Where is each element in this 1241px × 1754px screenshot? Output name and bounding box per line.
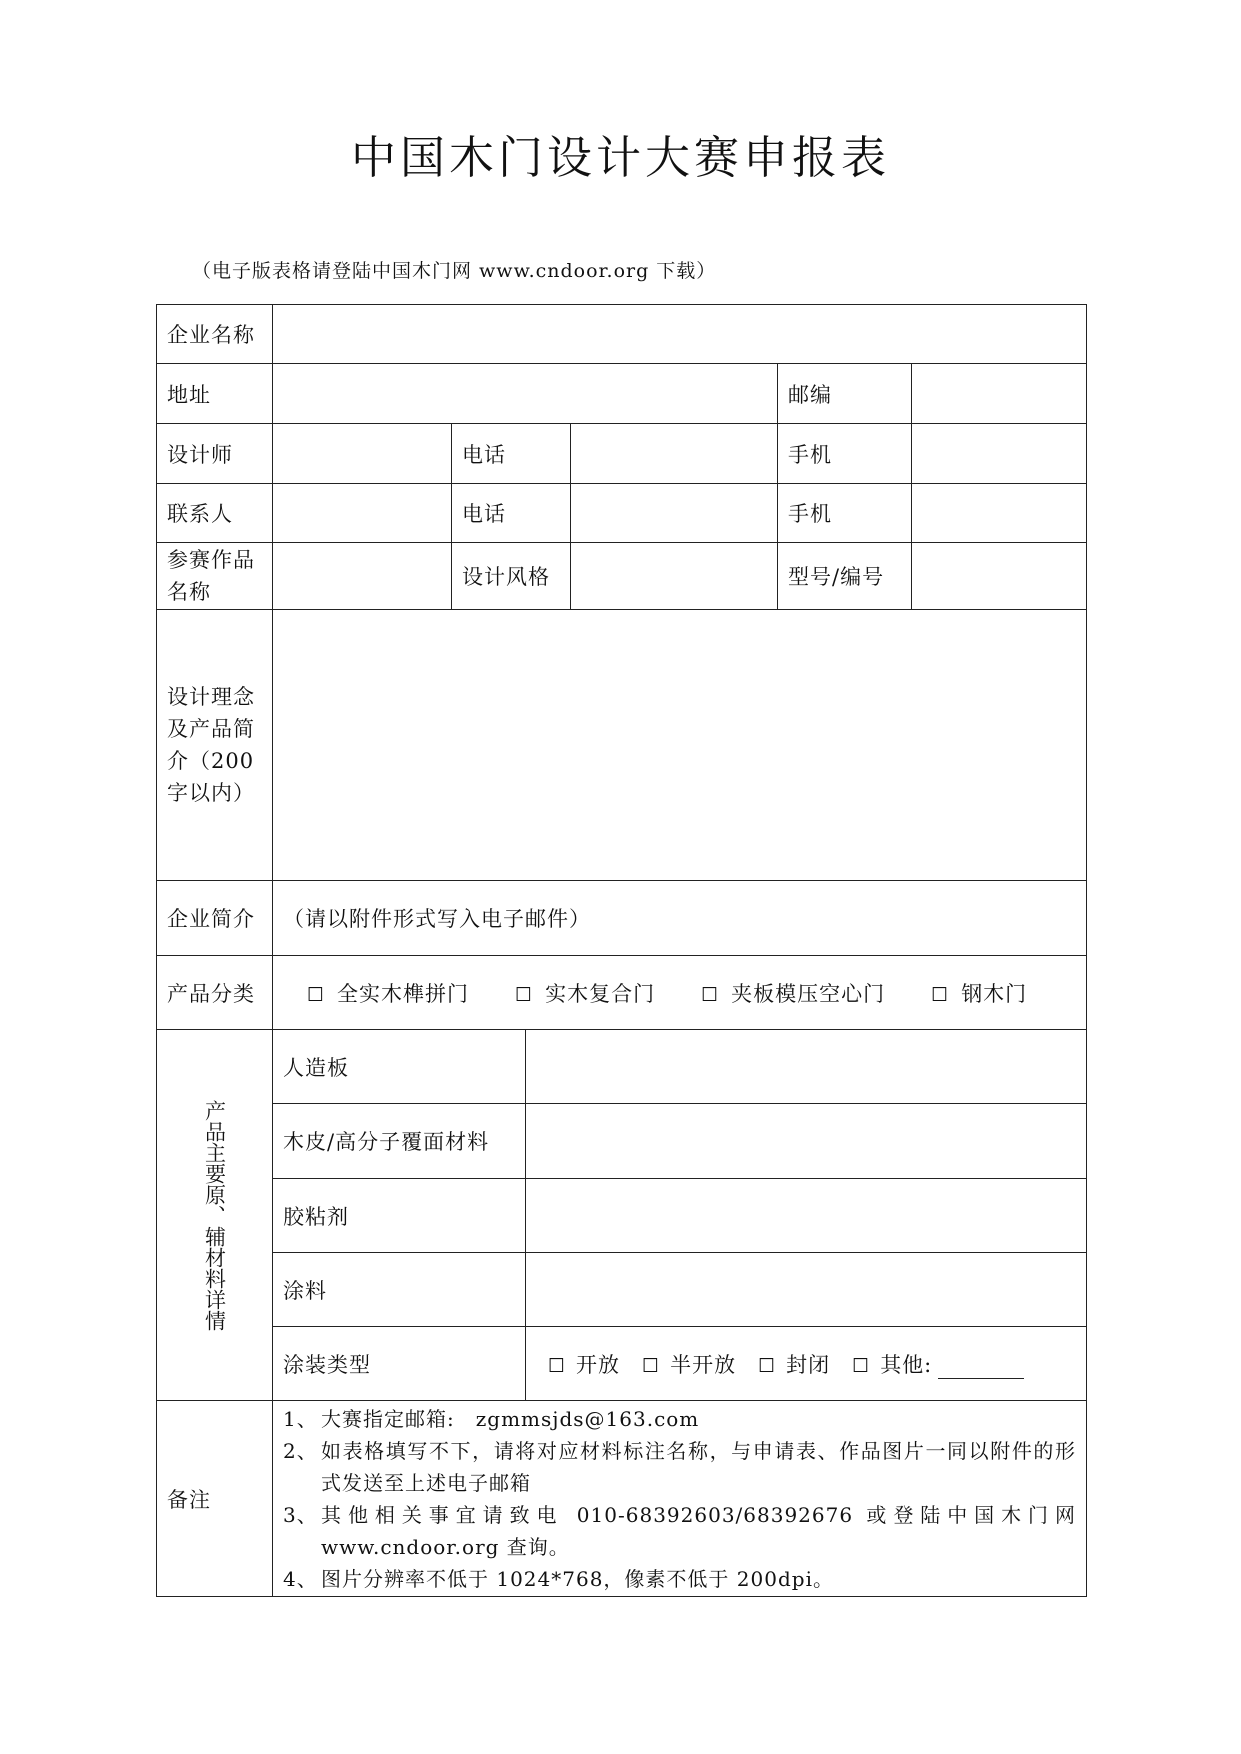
coating-option-closed[interactable]: ☐ 封闭 [758, 1352, 831, 1377]
address-label: 地址 [157, 364, 273, 424]
category-option-composite[interactable]: ☐ 实木复合门 [515, 981, 656, 1006]
row-work-name [157, 543, 1087, 610]
row-designer [157, 424, 1087, 484]
row-concept [157, 610, 1087, 881]
designer-phone-label: 电话 [452, 424, 571, 484]
design-style-label: 设计风格 [452, 543, 571, 610]
checkbox-icon[interactable]: ☐ [307, 983, 326, 1006]
company-profile-hint: （请以附件形式写入电子邮件） [273, 881, 1087, 956]
remark-item: 3、 其他相关事宜请致电 010-68392603/68392676 或登陆中国木门网 www.cndoor.org 查询。 [283, 1502, 1076, 1559]
row-material-board [157, 1030, 1087, 1104]
material-board-field[interactable] [526, 1030, 1087, 1104]
designer-field[interactable] [273, 424, 452, 484]
checkbox-icon[interactable]: ☐ [931, 983, 950, 1006]
work-name-field[interactable] [273, 543, 452, 610]
contact-phone-field[interactable] [571, 484, 778, 543]
coating-type-options [526, 1327, 1087, 1401]
row-address [157, 364, 1087, 424]
material-paint-label: 涂料 [273, 1253, 526, 1327]
coating-option-semi-open[interactable]: ☐ 半开放 [642, 1352, 737, 1377]
row-contact [157, 484, 1087, 543]
designer-mobile-label: 手机 [778, 424, 912, 484]
designer-label: 设计师 [157, 424, 273, 484]
checkbox-icon[interactable]: ☐ [852, 1354, 871, 1377]
row-coating-type [157, 1327, 1087, 1401]
application-form-table [156, 304, 1087, 1597]
contact-label: 联系人 [157, 484, 273, 543]
product-category-options [273, 956, 1087, 1030]
row-material-paint [157, 1253, 1087, 1327]
model-label: 型号/编号 [778, 543, 912, 610]
coating-other-blank[interactable] [938, 1358, 1024, 1379]
row-product-category [157, 956, 1087, 1030]
contact-field[interactable] [273, 484, 452, 543]
checkbox-icon[interactable]: ☐ [515, 983, 534, 1006]
concept-field[interactable] [273, 610, 1087, 881]
address-field[interactable] [273, 364, 778, 424]
material-adhesive-label: 胶粘剂 [273, 1179, 526, 1253]
work-name-label: 参赛作品名称 [157, 543, 273, 610]
company-name-field[interactable] [273, 305, 1087, 364]
material-board-label: 人造板 [273, 1030, 526, 1104]
checkbox-icon[interactable]: ☐ [548, 1354, 567, 1377]
contact-mobile-label: 手机 [778, 484, 912, 543]
designer-mobile-field[interactable] [912, 424, 1087, 484]
checkbox-icon[interactable]: ☐ [758, 1354, 777, 1377]
remarks-list [273, 1401, 1087, 1597]
postcode-label: 邮编 [778, 364, 912, 424]
checkbox-icon[interactable]: ☐ [701, 983, 720, 1006]
download-note: （电子版表格请登陆中国木门网 www.cndoor.org 下载） [192, 260, 717, 282]
category-option-steel-wood[interactable]: ☐ 钢木门 [931, 981, 1028, 1006]
contact-mobile-field[interactable] [912, 484, 1087, 543]
remarks-label: 备注 [157, 1401, 273, 1597]
model-field[interactable] [912, 543, 1087, 610]
remark-item: 1、 大赛指定邮箱: zgmmsjds@163.com [283, 1406, 700, 1431]
designer-phone-field[interactable] [571, 424, 778, 484]
product-category-label: 产品分类 [157, 956, 273, 1030]
row-material-veneer [157, 1104, 1087, 1179]
contact-phone-label: 电话 [452, 484, 571, 543]
coating-type-label: 涂装类型 [273, 1327, 526, 1401]
materials-label: 产品主要原、辅材料详情 [202, 1099, 227, 1331]
material-adhesive-field[interactable] [526, 1179, 1087, 1253]
concept-label: 设计理念及产品简介（200字以内） [157, 610, 273, 881]
postcode-field[interactable] [912, 364, 1087, 424]
form-title: 中国木门设计大赛申报表 [350, 131, 890, 184]
remark-item: 2、 如表格填写不下，请将对应材料标注名称，与申请表、作品图片一同以附件的形式发送至上述电子邮箱 [283, 1438, 1076, 1495]
coating-option-other[interactable]: ☐ 其他: [852, 1353, 1024, 1377]
row-material-adhesive [157, 1179, 1087, 1253]
row-remarks [157, 1401, 1087, 1597]
material-veneer-field[interactable] [526, 1104, 1087, 1179]
material-veneer-label: 木皮/高分子覆面材料 [273, 1104, 526, 1179]
coating-option-open[interactable]: ☐ 开放 [548, 1352, 621, 1377]
materials-label-cell [157, 1030, 273, 1401]
design-style-field[interactable] [571, 543, 778, 610]
category-option-hollow[interactable]: ☐ 夹板模压空心门 [701, 981, 886, 1006]
material-paint-field[interactable] [526, 1253, 1087, 1327]
row-company-name [157, 305, 1087, 364]
remark-item: 4、 图片分辨率不低于 1024*768，像素不低于 200dpi。 [283, 1566, 834, 1591]
company-name-label: 企业名称 [157, 305, 273, 364]
category-option-solid-wood[interactable]: ☐ 全实木榫拼门 [307, 981, 470, 1006]
checkbox-icon[interactable]: ☐ [642, 1354, 661, 1377]
company-profile-label: 企业简介 [157, 881, 273, 956]
row-company-profile [157, 881, 1087, 956]
